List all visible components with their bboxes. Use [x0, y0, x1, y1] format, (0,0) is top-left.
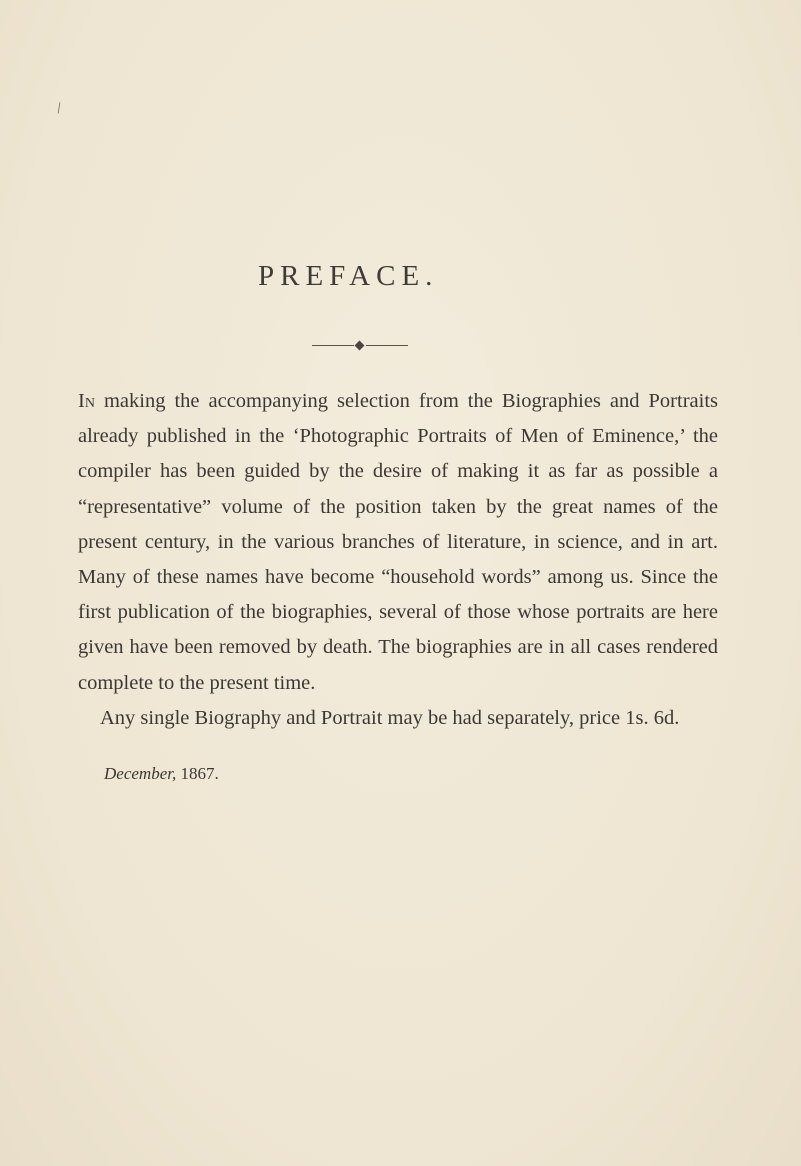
paragraph-1-text: making the accompanying selection from the Biographies and Portraits already published in the ‘Photographic Portraits of Men of Eminence,’ the compiler has been guided by the desire of making it as far as possible a “representative” volume of the position taken by the great names of the present century, in the various branches of literature, in science, and in art. Many of these names have become “household words” among us. Since the first publication of the biographies, several of those whose portraits are here given have been removed by death. The biographies are in all cases rendered complete to the present time. [78, 390, 718, 694]
divider-line-right [366, 345, 408, 346]
ornament-divider [312, 341, 408, 351]
date-year: 1867. [180, 764, 219, 783]
preface-body [78, 384, 718, 736]
diamond-ornament-icon [355, 341, 365, 351]
pencil-margin-mark: / [55, 99, 63, 118]
date-month: December, [104, 764, 177, 783]
preface-date [104, 764, 219, 784]
paragraph-1-lead: In [78, 390, 95, 412]
paragraph-2: Any single Biography and Portrait may be had separately, price 1s. 6d. [100, 706, 680, 729]
paragraph-1 [78, 384, 718, 701]
divider-line-left [312, 345, 354, 346]
page-title: PREFACE. [258, 260, 439, 292]
